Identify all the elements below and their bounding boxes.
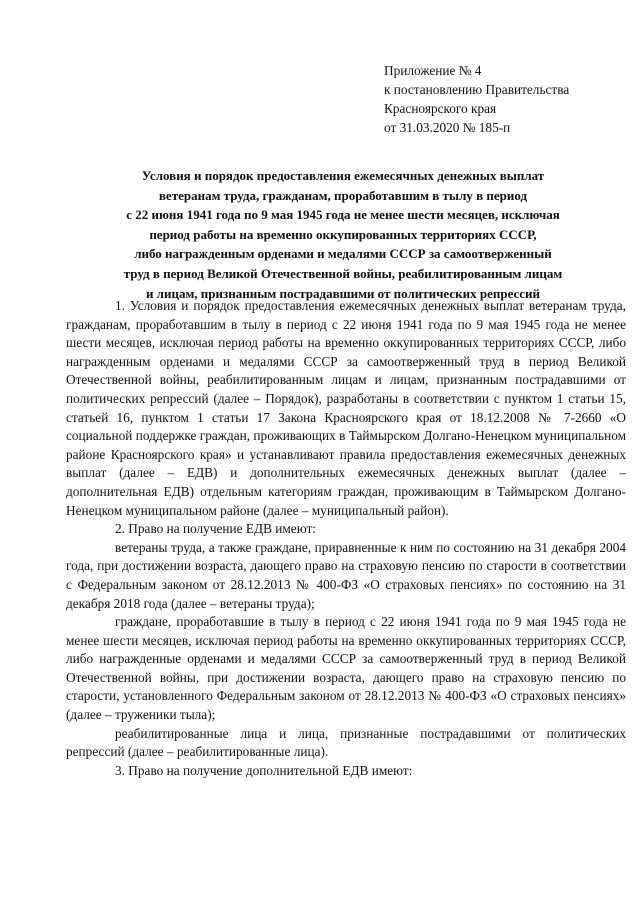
title-line: труд в период Великой Отечественной войны, реабилитированным лицам (123, 265, 563, 281)
title-line: ветеранам труда, гражданам, проработавшим в тылу в период (158, 187, 528, 203)
appendix-reference: к постановлению Правительства (384, 82, 570, 97)
title-line: и лицам, признанным пострадавшими от политических репрессий (145, 285, 541, 301)
paragraph-1: 1. Условия и порядок предоставления ежемесячных денежных выплат ветеранам труда, гражданам, проработавшим в тылу в период с 22 июня 1941 года по 9 мая 1945 года не менее шести месяцев, исключая период работы на временно оккупированных территориях СССР, либо награжденным орденами и медалями СССР за самоотверженный труд в период Великой Отечественной войны, реабилитированным лицам и лицам, признанным пострадавшими от политических репрессий (далее – Порядок), разработаны в соответствии с пунктом 1 статьи 15, статьей 16, пунктом 1 статьи 17 Закона Красноярского края от 18.12.2008 № 7-2660 «О социальной поддержке граждан, проживающих в Таймырском Долгано-Ненецком муниципальном районе Красноярского края» и устанавливают правила предоставления ежемесячных денежных выплат (далее – ЕДВ) и дополнительных ежемесячных денежных выплат (далее – дополнительная ЕДВ) отдельным категориям граждан, проживающим в Таймырском Долгано-Ненецком муниципальном районе (далее – муниципальный район). (66, 298, 626, 518)
title-line: либо награжденным орденами и медалями СССР за самоотверженный (134, 246, 552, 262)
appendix-region: Красноярского края (384, 101, 497, 116)
document-title (60, 166, 626, 303)
title-line: период работы на временно оккупированных территориях СССР, (149, 226, 537, 242)
paragraph-rehabilitated: реабилитированные лица и лица, признанные пострадавшими от политических репрессий (далее – реабилитированные лица). (66, 725, 626, 760)
document-body (66, 297, 626, 780)
appendix-date-number: от 31.03.2020 № 185-п (384, 120, 511, 135)
title-line: Условия и порядок предоставления ежемесячных денежных выплат (141, 168, 545, 183)
paragraph-veterans: ветераны труда, а также граждане, приравненные к ним по состоянию на 31 декабря 2004 года, при достижении возраста, дающего право на страховую пенсию по старости в соответствии с Федеральным законом от 28.12.2013 № 400-ФЗ «О страховых пенсиях» по состоянию на 31 декабря 2018 года (далее – ветераны труда); (66, 539, 626, 611)
paragraph-3: 3. Право на получение дополнительной ЕДВ имеют: (115, 762, 413, 778)
appendix-number: Приложение № 4 (384, 63, 482, 78)
paragraph-home-front: граждане, проработавшие в тылу в период с 22 июня 1941 года по 9 мая 1945 года не менее шести месяцев, исключая период работы на временно оккупированных территориях СССР, либо награжденные орденами и медалями СССР за самоотверженный труд в период Великой Отечественной войны, при достижении возраста, дающего право на страховую пенсию по старости, установленного Федеральным законом от 28.12.2013 № 400-ФЗ «О страховых пенсиях» (далее – труженики тыла); (66, 614, 626, 723)
paragraph-2: 2. Право на получение ЕДВ имеют: (115, 521, 316, 537)
title-line: с 22 июня 1941 года по 9 мая 1945 года не менее шести месяцев, исключая (126, 207, 560, 223)
appendix-header (384, 61, 624, 137)
